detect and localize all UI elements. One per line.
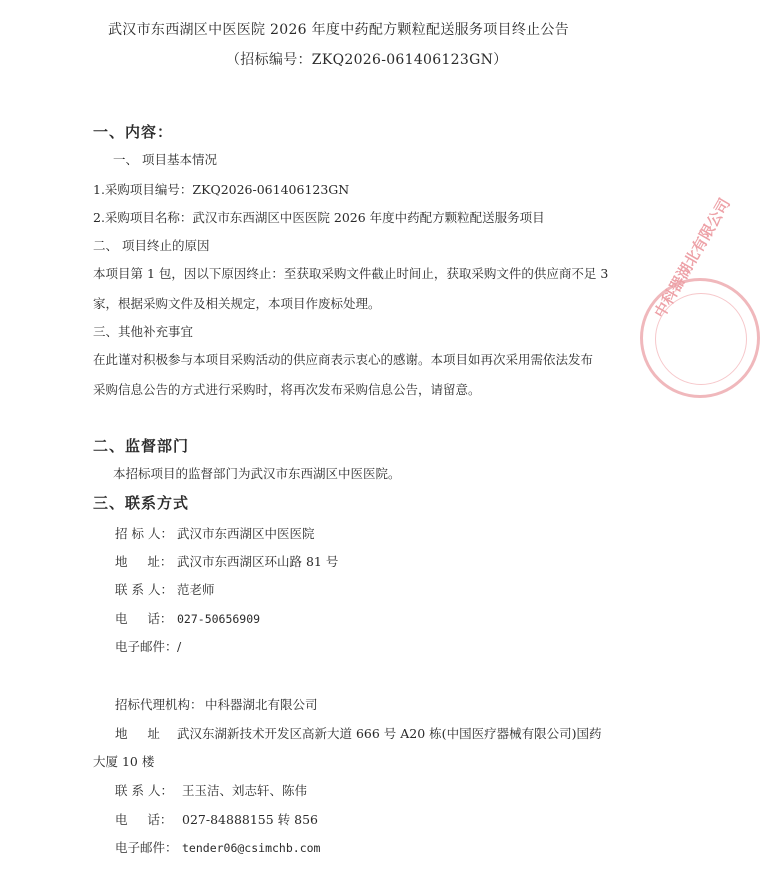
phone-label: 电 话： <box>115 611 173 626</box>
section-content-heading: 一、内容： <box>93 123 174 141</box>
page-title: 武汉市东西湖区中医医院 2026 年度中药配方颗粒配送服务项目终止公告 <box>108 22 570 38</box>
project-name-line: 2.采购项目名称：武汉市东西湖区中医医院 2026 年度中药配方颗粒配送服务项目 <box>93 210 545 225</box>
bid-number: （招标编号：ZKQ2026-061406123GN） <box>226 52 508 68</box>
agency-value: 中科器湖北有限公司 <box>205 697 318 712</box>
agency-address-line-1: 武汉东湖新技术开发区高新大道 666 号 A20 栋(中国医疗器械有限公司)国药 <box>177 726 602 741</box>
agency-address-label: 地 址 <box>115 726 160 741</box>
phone-value: 027-50656909 <box>177 612 261 626</box>
purchaser-value: 武汉市东西湖区中医医院 <box>177 526 315 541</box>
subsection-termination-reason: 二、 项目终止的原因 <box>93 238 210 253</box>
address-value: 武汉市东西湖区环山路 81 号 <box>177 554 339 569</box>
supervision-text: 本招标项目的监督部门为武汉市东西湖区中医医院。 <box>113 466 401 481</box>
termination-reason-line-2: 家，根据采购文件及相关规定，本项目作废标处理。 <box>93 296 381 311</box>
termination-reason-line-1: 本项目第 1 包，因以下原因终止：至获取采购文件截止时间止，获取采购文件的供应商不足 3 <box>93 266 609 281</box>
agency-phone-label: 电 话： <box>115 812 173 827</box>
other-matters-line-2: 采购信息公告的方式进行采购时，将再次发布采购信息公告，请留意。 <box>93 382 481 397</box>
email-label: 电子邮件： <box>115 639 178 654</box>
address-label: 地 址： <box>115 554 173 569</box>
section-supervision-heading: 二、监督部门 <box>93 437 190 455</box>
agency-contact-label: 联 系 人： <box>115 783 173 798</box>
contact-value: 范老师 <box>177 582 215 597</box>
agency-address-line-2: 大厦 10 楼 <box>93 754 155 769</box>
agency-phone-value: 027-84888155 转 856 <box>182 812 319 827</box>
purchaser-label: 招 标 人： <box>115 526 173 541</box>
company-seal-stamp <box>640 195 760 398</box>
subsection-other-matters: 三、其他补充事宜 <box>93 324 194 339</box>
project-number-line: 1.采购项目编号：ZKQ2026-061406123GN <box>93 182 350 197</box>
subsection-project-basic-info: 一、 项目基本情况 <box>113 152 217 167</box>
contact-label: 联 系 人： <box>115 582 173 597</box>
agency-contact-value: 王玉洁、刘志轩、陈伟 <box>182 783 308 798</box>
section-contact-heading: 三、联系方式 <box>93 494 190 512</box>
agency-label: 招标代理机构： <box>115 697 203 712</box>
other-matters-line-1: 在此谨对积极参与本项目采购活动的供应商表示衷心的感谢。本项目如再次采用需依法发布 <box>93 352 594 367</box>
seal-text: 中科器湖北有限公司 <box>650 195 734 321</box>
agency-email-label: 电子邮件： <box>115 840 178 855</box>
email-value: / <box>177 639 182 654</box>
agency-email-value: tender06@csimchb.com <box>182 841 321 855</box>
